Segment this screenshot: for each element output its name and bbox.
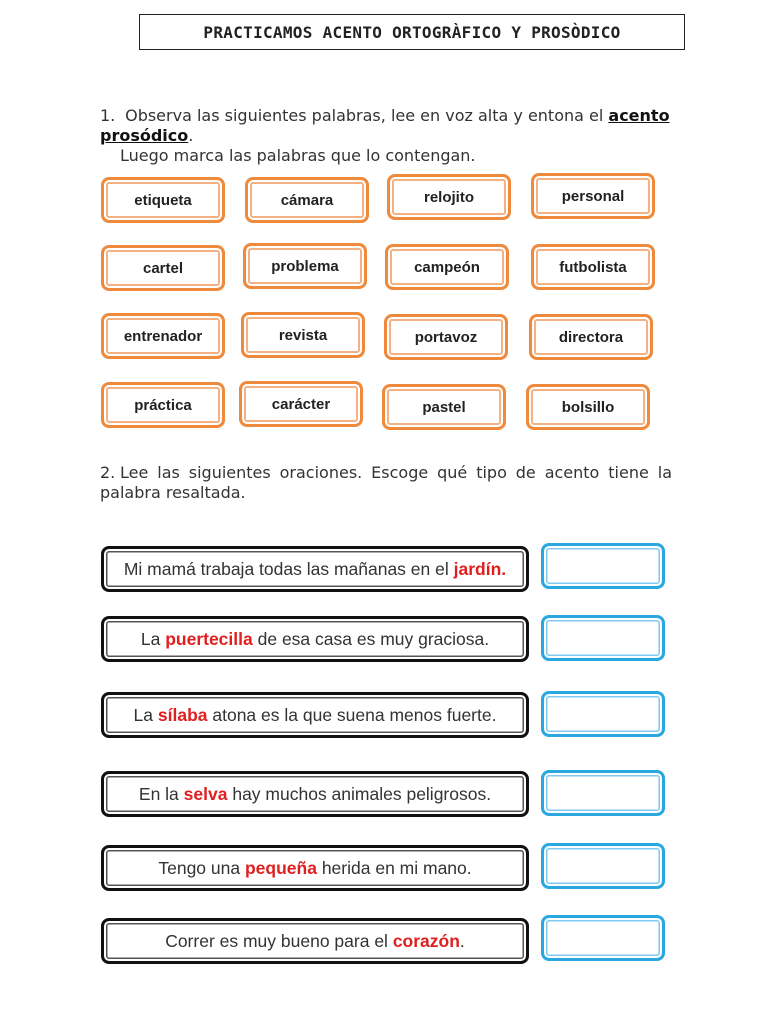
word-box[interactable]: relojito: [387, 174, 511, 220]
answer-box[interactable]: [541, 843, 665, 889]
highlighted-word: corazón: [392, 930, 460, 951]
sentence-box: [101, 546, 529, 592]
word-box[interactable]: pastel: [382, 384, 506, 430]
instruction-2: [100, 463, 672, 503]
word-box[interactable]: cámara: [245, 177, 369, 223]
instruction-1-text: Observa las siguientes palabras, lee en voz alta y entona el: [125, 106, 609, 125]
instruction-1: [100, 106, 700, 166]
sentence-text: La: [133, 704, 153, 725]
sentence-box: [101, 918, 529, 964]
sentence-text: Correr es muy bueno para el: [165, 930, 388, 951]
word-box[interactable]: entrenador: [101, 313, 225, 359]
answer-box[interactable]: [541, 543, 665, 589]
word-box[interactable]: portavoz: [384, 314, 508, 360]
sentence-text-end: .: [459, 930, 465, 951]
word-box[interactable]: bolsillo: [526, 384, 650, 430]
sentence-text: En la: [138, 783, 179, 804]
word-box[interactable]: campeón: [385, 244, 509, 290]
sentence-text: La: [140, 628, 161, 649]
sentence-text: Mi mamá trabaja todas las mañanas en el: [123, 558, 449, 579]
sentence-text-end: de esa casa es muy graciosa.: [257, 628, 490, 649]
worksheet-title: PRACTICAMOS ACENTO ORTOGRÀFICO Y PROSÒDICO: [139, 14, 685, 50]
instruction-1-number: 1.: [100, 106, 116, 125]
sentence-text-end: hay muchos animales peligrosos.: [232, 783, 492, 804]
instruction-2-number: 2.: [100, 463, 116, 482]
instruction-1-line2: Luego marca las palabras que lo contengan.: [120, 146, 476, 165]
sentence-text: Tengo una: [158, 857, 241, 878]
word-box[interactable]: revista: [241, 312, 365, 358]
highlighted-word: puertecilla: [165, 628, 253, 649]
instruction-1-keyword: acento prosódico: [100, 106, 670, 145]
highlighted-word: pequeña: [244, 857, 317, 878]
sentence-box: [101, 692, 529, 738]
sentence-box: [101, 616, 529, 662]
highlighted-word: jardín.: [453, 558, 507, 579]
highlighted-word: selva: [183, 783, 228, 804]
word-box[interactable]: carácter: [239, 381, 363, 427]
word-box[interactable]: práctica: [101, 382, 225, 428]
word-box[interactable]: etiqueta: [101, 177, 225, 223]
word-box[interactable]: cartel: [101, 245, 225, 291]
word-box[interactable]: futbolista: [531, 244, 655, 290]
answer-box[interactable]: [541, 770, 665, 816]
sentence-box: [101, 771, 529, 817]
word-box[interactable]: directora: [529, 314, 653, 360]
word-box[interactable]: personal: [531, 173, 655, 219]
answer-box[interactable]: [541, 691, 665, 737]
sentence-box: [101, 845, 529, 891]
instruction-2-text: Lee las siguientes oraciones. Escoge qué tipo de acento tiene la palabra resaltada.: [100, 463, 672, 502]
sentence-text-end: atona es la que suena menos fuerte.: [212, 704, 497, 725]
word-box[interactable]: problema: [243, 243, 367, 289]
answer-box[interactable]: [541, 915, 665, 961]
instruction-1-period: .: [188, 126, 194, 145]
highlighted-word: sílaba: [157, 704, 208, 725]
answer-box[interactable]: [541, 615, 665, 661]
sentence-text-end: herida en mi mano.: [321, 857, 472, 878]
